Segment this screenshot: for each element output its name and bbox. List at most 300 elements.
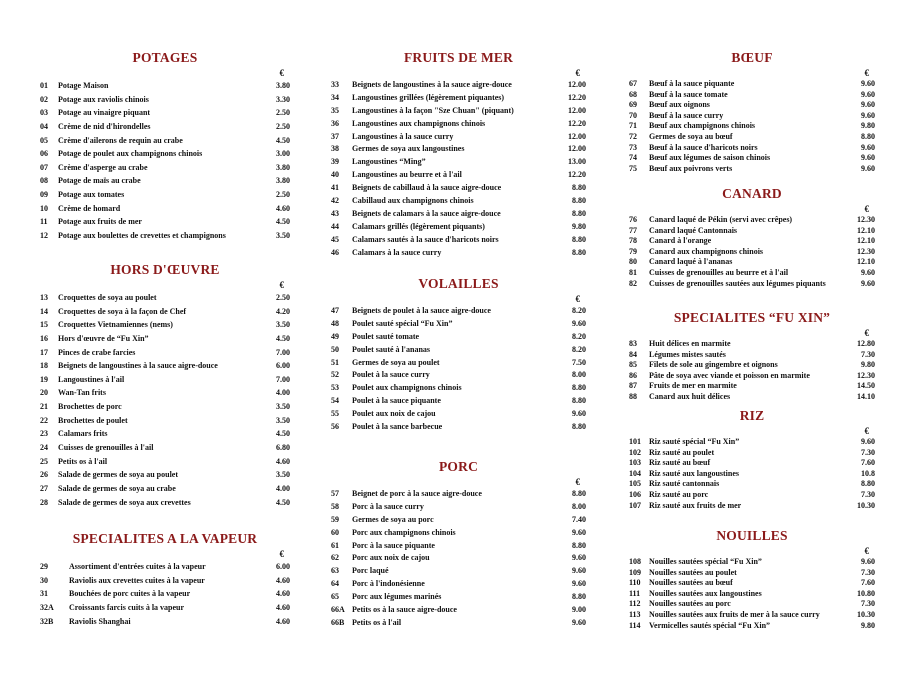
item-name: Langoustines à la sauce curry (352, 131, 454, 141)
item-name: Riz sauté au porc (649, 489, 709, 499)
item-price: 12.10 (857, 225, 875, 235)
item-number: 71 (629, 121, 637, 131)
menu-item (331, 156, 586, 169)
item-price: 9.60 (861, 89, 875, 99)
item-name: Canard laqué à l'ananas (649, 257, 733, 267)
item-number: 101 (629, 437, 641, 446)
item-name: Germes de soya au porc (352, 514, 434, 524)
item-number: 114 (629, 620, 641, 630)
item-price: 3.80 (276, 176, 290, 186)
item-number: 66B (331, 617, 345, 627)
item-price: 3.50 (276, 470, 290, 480)
item-price: 9.60 (861, 557, 875, 566)
menu-item (331, 604, 586, 617)
item-price: 9.60 (861, 153, 875, 163)
item-price: 4.50 (276, 429, 290, 439)
item-number: 41 (331, 183, 339, 193)
menu-item (629, 79, 875, 90)
item-number: 44 (331, 221, 339, 231)
menu-item (629, 599, 875, 610)
item-price: 8.20 (572, 331, 586, 341)
item-name: Cuisses de grenouilles à l'ail (58, 443, 154, 453)
item-number: 21 (40, 402, 48, 412)
menu-item (629, 437, 875, 448)
menu-item (331, 421, 586, 434)
item-price: 4.00 (276, 388, 290, 398)
menu-item (331, 195, 586, 208)
item-name: Beignet de porc à la sauce aigre-douce (352, 489, 482, 498)
menu-item (331, 79, 586, 92)
item-number: 17 (40, 347, 48, 357)
menu-item (331, 617, 586, 630)
item-list (331, 79, 586, 259)
menu-item (40, 560, 290, 574)
menu-item (629, 143, 875, 154)
item-price: 14.10 (857, 391, 875, 401)
item-price: 9.60 (572, 409, 586, 419)
item-number: 32A (40, 602, 54, 612)
section-title: FRUITS DE MER (403, 50, 514, 65)
item-number: 16 (40, 333, 48, 343)
menu-item (40, 120, 290, 134)
item-number: 52 (331, 370, 339, 380)
item-number: 80 (629, 257, 637, 267)
item-name: Riz sauté aux langoustines (649, 468, 740, 478)
menu-item (40, 601, 290, 615)
menu-item (629, 621, 875, 632)
menu-item (629, 501, 875, 512)
menu-item (629, 578, 875, 589)
section-fu-xin (629, 310, 875, 403)
menu-item (629, 236, 875, 247)
item-name: Raviolis aux crevettes cuites à la vapeur (69, 575, 205, 585)
item-name: Crème d'ailerons de requin au crabe (58, 135, 183, 145)
item-price: 4.20 (276, 306, 290, 316)
item-name: Porc laqué (352, 566, 389, 576)
item-number: 67 (629, 79, 637, 88)
item-number: 27 (40, 483, 48, 493)
item-price: 9.60 (861, 142, 875, 152)
menu-item (40, 587, 290, 601)
item-number: 26 (40, 470, 48, 480)
item-price: 9.60 (572, 553, 586, 563)
item-name: Potage de poulet aux champignons chinois (58, 149, 203, 159)
item-price: 2.50 (276, 293, 290, 302)
item-number: 01 (40, 81, 48, 90)
item-name: Salade de germes de soya aux crevettes (58, 497, 191, 507)
item-price: 4.60 (276, 616, 290, 626)
item-price: 9.60 (861, 267, 875, 277)
item-name: Beignets de langoustines à la sauce aigre-douce (58, 361, 218, 371)
menu-item (629, 121, 875, 132)
item-price: 9.60 (861, 278, 875, 288)
menu-item (331, 221, 586, 234)
menu-item (331, 92, 586, 105)
currency-label: € (864, 204, 869, 214)
menu-item (331, 369, 586, 382)
item-number: 63 (331, 566, 339, 576)
menu-item (40, 427, 290, 441)
item-name: Langoustines “Ming” (352, 157, 426, 167)
item-price: 14.50 (857, 381, 875, 391)
item-number: 109 (629, 567, 641, 577)
menu-item (331, 540, 586, 553)
section-porc (331, 459, 586, 630)
item-price: 7.00 (276, 374, 290, 384)
item-list (629, 557, 875, 631)
item-number: 12 (40, 231, 48, 241)
item-number: 87 (629, 381, 637, 391)
item-name: Porc à l'indonésienne (352, 579, 425, 589)
item-price: 9.60 (572, 617, 586, 627)
item-price: 12.00 (568, 105, 586, 115)
item-number: 08 (40, 176, 48, 186)
item-name: Germes de soya aux langoustines (352, 144, 465, 154)
menu-item (629, 458, 875, 469)
item-list (629, 437, 875, 511)
item-price: 8.80 (861, 131, 875, 141)
item-price: 8.80 (572, 396, 586, 406)
item-name: Nouilles sautées au poulet (649, 567, 737, 577)
item-number: 102 (629, 447, 641, 457)
item-number: 04 (40, 121, 48, 131)
item-price: 8.80 (572, 234, 586, 244)
item-number: 51 (331, 357, 339, 367)
item-name: Langoustines grillées (légèrement piquantes) (352, 92, 505, 102)
item-price: 6.80 (276, 443, 290, 453)
menu-item (629, 568, 875, 579)
item-name: Porc aux noix de cajou (352, 553, 430, 563)
menu-item (331, 344, 586, 357)
currency-label: € (864, 328, 869, 338)
item-price: 3.50 (276, 231, 290, 241)
menu-item (40, 468, 290, 482)
item-name: Fruits de mer en marmite (649, 381, 737, 391)
item-number: 110 (629, 578, 641, 588)
item-price: 8.80 (572, 383, 586, 393)
item-number: 83 (629, 339, 637, 348)
item-price: 8.80 (572, 196, 586, 206)
item-price: 10.80 (857, 588, 875, 598)
item-name: Canard à l'orange (649, 236, 712, 246)
menu-item (40, 93, 290, 107)
item-number: 25 (40, 456, 48, 466)
menu-item (331, 234, 586, 247)
menu-item (629, 100, 875, 111)
menu-item (331, 182, 586, 195)
item-number: 28 (40, 497, 48, 507)
item-name: Calamars à la sauce curry (352, 247, 442, 257)
item-name: Canard laqué de Pékin (servi avec crêpes) (649, 215, 793, 224)
item-price: 8.80 (572, 183, 586, 193)
item-price: 9.80 (572, 221, 586, 231)
item-name: Langoustines à l'ail (58, 374, 125, 384)
item-number: 24 (40, 443, 48, 453)
item-number: 07 (40, 162, 48, 172)
item-name: Bœuf aux oignons (649, 100, 710, 110)
item-price: 7.30 (861, 567, 875, 577)
item-name: Canard laqué Cantonnais (649, 225, 738, 235)
item-number: 11 (40, 217, 48, 227)
menu-item (40, 291, 290, 305)
menu-item (629, 448, 875, 459)
section-title: BŒUF (731, 50, 773, 65)
item-name: Canard aux champignons chinois (649, 246, 764, 256)
item-name: Germes de soya au bœuf (649, 131, 733, 141)
menu-item (629, 360, 875, 371)
item-name: Crème de homard (58, 203, 121, 213)
item-price: 12.30 (857, 246, 875, 256)
item-number: 86 (629, 370, 637, 380)
item-price: 12.80 (857, 339, 875, 348)
item-name: Langoustines aux champignons chinois (352, 118, 486, 128)
item-name: Calamars sautés à la sauce d'haricots noirs (352, 234, 499, 244)
item-number: 50 (331, 344, 339, 354)
item-name: Potage aux tomates (58, 190, 125, 200)
item-number: 113 (629, 609, 641, 619)
item-name: Bœuf aux légumes de saison chinois (649, 153, 771, 163)
item-price: 8.00 (572, 501, 586, 511)
item-name: Nouilles sautées au bœuf (649, 578, 733, 588)
menu-item (629, 268, 875, 279)
item-name: Brochettes de poulet (58, 415, 128, 425)
item-price: 9.60 (572, 527, 586, 537)
menu-item (40, 134, 290, 148)
item-name: Calamars grillés (légèrement piquants) (352, 221, 485, 231)
item-price: 3.50 (276, 415, 290, 425)
item-list (331, 488, 586, 630)
item-price: 7.30 (861, 349, 875, 359)
item-name: Cuisses de grenouilles sautées aux légumes piquants (649, 278, 826, 288)
item-name: Bœuf à la sauce curry (649, 110, 724, 120)
item-name: Bœuf à la sauce piquante (649, 79, 735, 88)
menu-item (331, 514, 586, 527)
menu-item (331, 565, 586, 578)
currency-label: € (279, 549, 284, 559)
menu-item (40, 386, 290, 400)
item-price: 4.50 (276, 497, 290, 507)
menu-item (40, 400, 290, 414)
menu-item (629, 479, 875, 490)
menu-item (40, 496, 290, 510)
item-number: 57 (331, 489, 339, 498)
currency-label: € (575, 68, 580, 78)
item-name: Wan-Tan frits (58, 388, 106, 398)
menu-item (629, 557, 875, 568)
item-name: Germes de soya au poulet (352, 357, 440, 367)
item-number: 47 (331, 306, 339, 315)
menu-item (40, 359, 290, 373)
menu-item (331, 501, 586, 514)
item-price: 6.00 (276, 562, 290, 571)
item-name: Potage aux raviolis chinois (58, 94, 149, 104)
item-number: 31 (40, 589, 48, 599)
section-title: RIZ (739, 408, 765, 423)
item-number: 78 (629, 236, 637, 246)
menu-item (629, 111, 875, 122)
section-title: POTAGES (132, 50, 198, 65)
item-price: 7.30 (861, 447, 875, 457)
item-number: 05 (40, 135, 48, 145)
item-name: Beignets de langoustines à la sauce aigre-douce (352, 80, 512, 89)
item-name: Beignets de calamars à la sauce aigre-douce (352, 208, 501, 218)
menu-item (40, 161, 290, 175)
item-number: 14 (40, 306, 48, 316)
item-name: Petits os à l'ail (352, 617, 402, 627)
menu-item (331, 395, 586, 408)
item-price: 9.80 (861, 121, 875, 131)
item-price: 2.50 (276, 108, 290, 118)
item-number: 18 (40, 361, 48, 371)
item-list (40, 79, 290, 243)
item-name: Huit délices en marmite (649, 339, 731, 348)
item-price: 12.20 (568, 92, 586, 102)
item-number: 105 (629, 479, 641, 489)
item-name: Légumes mistes sautés (649, 349, 726, 359)
item-name: Nouilles sautées aux fruits de mer à la sauce curry (649, 609, 820, 619)
item-number: 69 (629, 100, 637, 110)
item-number: 48 (331, 318, 339, 328)
item-name: Poulet à la sauce curry (352, 370, 430, 380)
menu-item (331, 318, 586, 331)
item-name: Porc aux champignons chinois (352, 527, 456, 537)
currency-label: € (279, 280, 284, 290)
item-number: 84 (629, 349, 637, 359)
item-price: 12.00 (568, 80, 586, 89)
item-price: 3.80 (276, 81, 290, 90)
item-list (629, 339, 875, 403)
item-name: Porc aux légumes marinés (352, 592, 442, 602)
item-number: 68 (629, 89, 637, 99)
item-price: 8.00 (572, 370, 586, 380)
item-number: 43 (331, 208, 339, 218)
menu-item (40, 482, 290, 496)
menu-item (40, 188, 290, 202)
menu-item (331, 305, 586, 318)
item-price: 12.10 (857, 257, 875, 267)
item-number: 75 (629, 163, 637, 173)
item-number: 36 (331, 118, 339, 128)
item-price: 8.80 (572, 208, 586, 218)
item-name: Potage Maison (58, 81, 109, 90)
section-nouilles (629, 528, 875, 631)
item-price: 4.00 (276, 483, 290, 493)
item-price: 7.60 (861, 578, 875, 588)
menu-item (40, 574, 290, 588)
section-vapeur (40, 531, 290, 628)
menu-item (629, 371, 875, 382)
item-list (629, 215, 875, 289)
item-name: Poulet sauté spécial “Fu Xin” (352, 318, 453, 328)
menu-item (331, 105, 586, 118)
item-price: 8.80 (861, 479, 875, 489)
item-number: 45 (331, 234, 339, 244)
menu-item (629, 589, 875, 600)
section-title: PORC (438, 459, 479, 474)
item-name: Pinces de crabe farcies (58, 347, 136, 357)
item-price: 12.10 (857, 236, 875, 246)
item-price: 3.30 (276, 94, 290, 104)
item-number: 79 (629, 246, 637, 256)
menu-item (629, 279, 875, 290)
item-name: Potage au vinaigre piquant (58, 108, 151, 118)
item-price: 9.60 (572, 566, 586, 576)
item-price: 9.80 (861, 620, 875, 630)
item-number: 33 (331, 80, 339, 89)
item-name: Pâte de soya avec viande et poisson en marmite (649, 370, 810, 380)
item-name: Riz sauté cantonnais (649, 479, 720, 489)
item-name: Brochettes de porc (58, 402, 122, 412)
item-price: 7.50 (572, 357, 586, 367)
item-number: 03 (40, 108, 48, 118)
item-price: 4.60 (276, 589, 290, 599)
item-price: 3.50 (276, 402, 290, 412)
menu-item (629, 90, 875, 101)
item-number: 46 (331, 247, 339, 257)
section-potages (40, 50, 290, 243)
item-name: Salade de germes de soya au poulet (58, 470, 178, 480)
item-name: Riz sauté au bœuf (649, 458, 711, 468)
menu-item (40, 229, 290, 243)
item-number: 85 (629, 360, 637, 370)
item-number: 19 (40, 374, 48, 384)
section-boeuf (629, 50, 875, 174)
item-name: Riz sauté au poulet (649, 447, 715, 457)
item-name: Potage aux boulettes de crevettes et champignons (58, 231, 226, 241)
item-price: 8.80 (572, 592, 586, 602)
section-fruits-de-mer (331, 50, 586, 259)
currency-label: € (864, 68, 869, 78)
item-price: 9.60 (572, 318, 586, 328)
item-name: Hors d'œuvre de “Fu Xin” (58, 333, 149, 343)
item-number: 02 (40, 94, 48, 104)
item-price: 9.80 (861, 360, 875, 370)
item-name: Langoustines au beurre et à l'ail (352, 170, 462, 180)
item-name: Langoustines à la façon "Sze Chuan" (piquant) (352, 105, 514, 115)
menu-item (629, 215, 875, 226)
menu-item (40, 373, 290, 387)
item-name: Beignets de poulet à la sauce aigre-douce (352, 306, 491, 315)
item-name: Assortiment d'entrées cuites à la vapeur (69, 562, 206, 571)
menu-item (331, 331, 586, 344)
item-name: Crème d'asperge au crabe (58, 162, 148, 172)
item-number: 40 (331, 170, 339, 180)
menu-item (40, 332, 290, 346)
item-number: 15 (40, 320, 48, 330)
menu-item (331, 143, 586, 156)
menu-item (40, 215, 290, 229)
item-number: 30 (40, 575, 48, 585)
menu-item (331, 527, 586, 540)
item-name: Porc à la sauce piquante (352, 540, 435, 550)
item-number: 111 (629, 588, 641, 598)
menu-item (629, 610, 875, 621)
item-price: 9.60 (861, 79, 875, 88)
item-number: 32B (40, 616, 54, 626)
item-price: 2.50 (276, 190, 290, 200)
item-number: 49 (331, 331, 339, 341)
item-name: Croquettes de soya au poulet (58, 293, 157, 302)
item-name: Petits os à l'ail (58, 456, 108, 466)
section-canard (629, 186, 875, 289)
menu-item (629, 226, 875, 237)
item-name: Nouilles sautées spécial “Fu Xin” (649, 557, 762, 566)
menu-item (40, 106, 290, 120)
item-name: Potage aux fruits de mer (58, 217, 142, 227)
menu-item (40, 455, 290, 469)
item-list (40, 291, 290, 509)
item-price: 8.80 (572, 540, 586, 550)
